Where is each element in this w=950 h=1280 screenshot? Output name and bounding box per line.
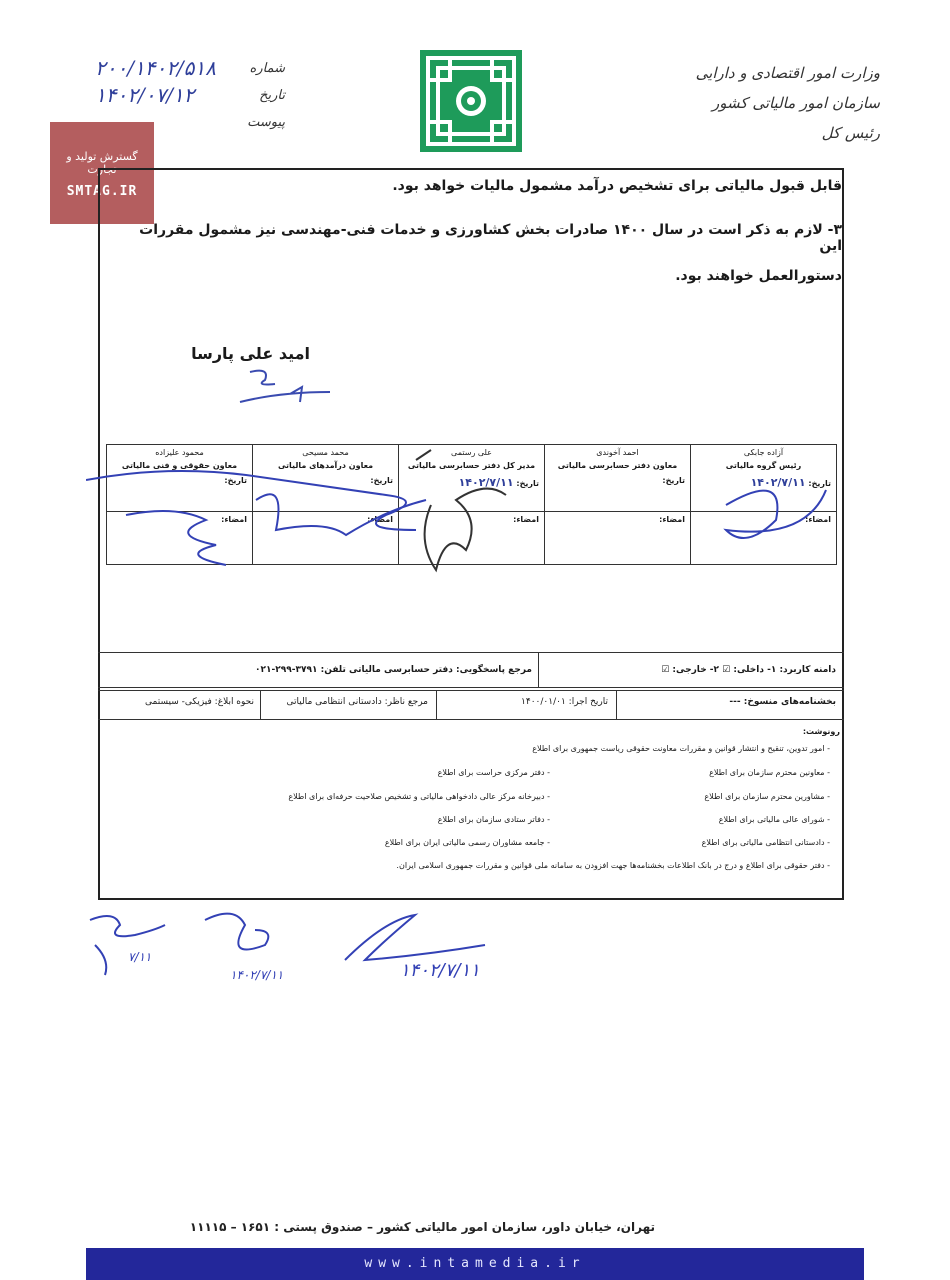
attachment-label: پیوست <box>247 115 285 130</box>
initial-date: ۱۴۰۲/۷/۱۱ <box>400 960 480 981</box>
letter-number: ۲۰۰/۱۴۰۲/۵۱۸ <box>95 56 216 80</box>
distribution-item: - شورای عالی مالیاتی برای اطلاع <box>718 815 830 824</box>
meta-row <box>98 690 844 720</box>
footer-address: تهران، خیابان داور، سازمان امور مالیاتی کشور – صندوق پستی : ۱۶۵۱ – ۱۱۱۱۵ <box>189 1220 655 1234</box>
approver-name: احمد آخوندی <box>596 448 639 457</box>
distribution-title: رونوشت: <box>802 727 840 736</box>
watermark-site: SMTAG.IR <box>66 184 138 199</box>
approver-name: محمود علیزاده <box>155 448 204 457</box>
repealed-circulars: بخشنامه‌های منسوخ: --- <box>729 697 836 707</box>
sign-label: امضاء: <box>221 515 247 524</box>
distribution-item: - امور تدوین، تنقیح و انتشار قوانین و مقررات معاونت حقوقی ریاست جمهوری برای اطلاع <box>532 744 830 753</box>
date-label: تاریخ: <box>370 476 393 485</box>
watermark-text: گسترش تولید و تجارت <box>66 150 138 176</box>
tax-organization-emblem-icon <box>420 50 522 152</box>
date-label: تاریخ: <box>662 476 685 485</box>
distribution-item: - دادستانی انتظامی مالیاتی برای اطلاع <box>701 838 830 847</box>
distribution-item: - معاونین محترم سازمان برای اطلاع <box>709 768 830 777</box>
distribution-item: - جامعه مشاوران رسمی مالیاتی ایران برای اطلاع <box>384 838 550 847</box>
scope-row <box>98 652 844 688</box>
letter-number-row <box>95 55 285 82</box>
body-paragraph-3: دستورالعمل خواهند بود. <box>675 268 842 284</box>
notification-method: نحوه ابلاغ: فیزیکی- سیستمی <box>145 697 254 707</box>
body-paragraph-2: ۳- لازم به ذکر است در سال ۱۴۰۰ صادرات بخش کشاورزی و خدمات فنی-مهندسی نیز مشمول مقررات این <box>139 222 842 254</box>
office-title: رئیس کل <box>821 124 880 142</box>
approver-role: مدیر کل دفتر حسابرسی مالیاتی <box>407 461 536 470</box>
sign-label: امضاء: <box>659 515 685 524</box>
distribution-item: - دفتر مرکزی حراست برای اطلاع <box>437 768 550 777</box>
footer-website-bar <box>86 1248 864 1280</box>
initial-date: ۷/۱۱ <box>128 950 152 964</box>
sign-label: امضاء: <box>805 515 831 524</box>
response-reference: مرجع پاسخگویی: دفتر حسابرسی مالیاتی تلفن: ۳۷۹۱-۲۹۹-۰۲۱ <box>255 665 532 675</box>
distribution-item: - دفتر حقوقی برای اطلاع و درج در بانک اطلاعات بخشنامه‌ها جهت افزودن به سامانه ملی قوانین و مقررات جمهوری اسلامی ایران. <box>396 861 830 870</box>
signatory-name: امید علی پارسا <box>191 344 310 363</box>
approver-role: رئیس گروه مالیاتی <box>725 461 802 470</box>
letterhead <box>650 58 880 148</box>
date-label: تاریخ: <box>224 476 247 485</box>
initial-date: ۱۴۰۲/۷/۱۱ <box>230 968 284 982</box>
distribution-item: - مشاورین محترم سازمان برای اطلاع <box>704 792 830 801</box>
approver-name: محمد مسیحی <box>302 448 349 457</box>
execution-date: تاریخ اجرا: ۱۴۰۰/۰۱/۰۱ <box>521 697 608 707</box>
distribution-item: - دفاتر ستادی سازمان برای اطلاع <box>437 815 550 824</box>
approver-name: آزاده جابکی <box>743 448 784 457</box>
number-label: شماره <box>249 61 285 76</box>
approver-date: ۱۴۰۲/۷/۱۱ <box>750 476 806 489</box>
approver-role: معاون حقوقی و فنی مالیاتی <box>121 461 238 470</box>
approver-name: علی رستمی <box>451 448 492 457</box>
approver-date: ۱۴۰۲/۷/۱۱ <box>458 476 514 489</box>
main-signature-icon <box>230 362 340 412</box>
letter-date-row <box>95 82 285 109</box>
footer-website: www.intamedia.ir <box>364 1256 586 1271</box>
date-label: تاریخ: <box>808 479 831 488</box>
date-label: تاریخ: <box>516 479 539 488</box>
approver-role: معاون درآمدهای مالیاتی <box>277 461 374 470</box>
approver-role: معاون دفتر حسابرسی مالیاتی <box>557 461 678 470</box>
body-paragraph-1: قابل قبول مالیاتی برای تشخیص درآمد مشمول مالیات خواهد بود. <box>392 178 842 194</box>
date-label: تاریخ <box>259 88 285 103</box>
supervisory-reference: مرجع ناظر: دادستانی انتظامی مالیاتی <box>286 697 428 707</box>
ministry-name: وزارت امور اقتصادی و دارایی <box>695 64 880 82</box>
sign-label: امضاء: <box>513 515 539 524</box>
organization-name: سازمان امور مالیاتی کشور <box>712 94 880 112</box>
sign-label: امضاء: <box>367 515 393 524</box>
distribution-item: - دبیرخانه مرکز عالی دادخواهی مالیاتی و تشخیص صلاحیت حرفه‌ای برای اطلاع <box>288 792 550 801</box>
handwritten-signatures-icon <box>86 440 846 580</box>
letter-date: ۱۴۰۲/۰۷/۱۲ <box>95 83 195 107</box>
application-scope: دامنه کاربرد: ۱- داخلی: ☑ ۲- خارجی: ☑ <box>661 665 836 675</box>
